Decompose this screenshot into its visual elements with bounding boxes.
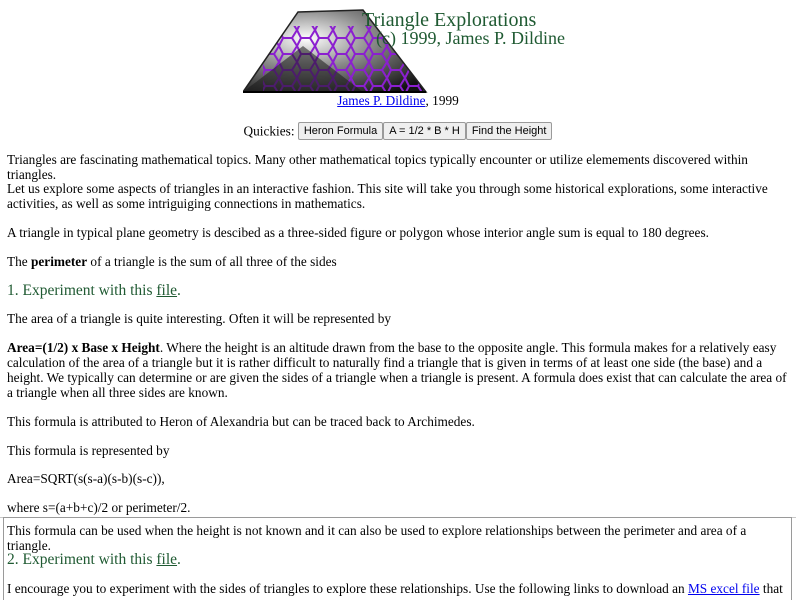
byline (0, 93, 796, 108)
perimeter-post: of a triangle is the sum of all three of the sides (87, 254, 337, 269)
area-intro-paragraph: The area of a triangle is quite interesting. Often it will be represented by (7, 311, 391, 326)
exp2-period: . (177, 551, 181, 568)
logo-title: Triangle Explorations (362, 9, 537, 31)
encourage-paragraph (7, 581, 790, 596)
excel-file-link[interactable]: MS excel file (687, 581, 760, 596)
height-unknown-paragraph: This formula can be used when the height is not known and it can also be used to explore relationships between the perimeter and area of a triangle. (7, 523, 747, 553)
perimeter-pre: The (7, 254, 31, 269)
encourage-post: that (759, 581, 783, 596)
area-formula-text: . Where the height is an altitude drawn from the base to the opposite angle. This formula makes for a relatively easy calculation of the area of a triangle but it is rather difficult to naturally find a triangle that is given in terms of at least one side (the base) and a height. We typically can determine or are given the sides of a triangle when a triangle is present. A formula does exist that can calculate the area of a triangle when all three sides are known. (7, 340, 787, 400)
intro-paragraph: Triangles are fascinating mathematical topics. Many other mathematical topics typically encounter or utilize elemements discovered within triangles. (7, 152, 748, 182)
exp1-period: . (177, 282, 181, 299)
exp1-text: 1. Experiment with this (7, 282, 157, 299)
half-base-height-button[interactable]: A = 1/2 * B * H (383, 122, 466, 140)
author-link[interactable]: James P. Dildine (337, 93, 426, 108)
experiment-2-file-link[interactable]: file (156, 551, 178, 568)
quickies-label: Quickies: (243, 123, 295, 139)
semiperimeter-text: where s=(a+b+c)/2 or perimeter/2. (7, 500, 191, 515)
logo-copyright: (c) 1999, James P. Dildine (376, 28, 565, 48)
heron-formula-text: Area=SQRT(s(s-a)(s-b)(s-c)), (7, 471, 165, 486)
explore-paragraph: Let us explore some aspects of triangles in an interactive fashion. This site will take you through some historical explorations, some interactive activities, as well as some intriguiging connections in mathematics. (7, 181, 768, 211)
definition-paragraph: A triangle in typical plane geometry is descibed as a three-sided figure or polygon whose interior angle sum is equal to 180 degrees. (7, 225, 709, 240)
byline-year: , 1999 (425, 93, 459, 108)
heron-paragraph: This formula is attributed to Heron of Alexandria but can be traced back to Archimedes. (7, 414, 475, 429)
experiment-1-heading (7, 282, 181, 299)
area-formula-paragraph (7, 340, 790, 400)
heron-formula-button[interactable]: Heron Formula (298, 122, 383, 140)
exp2-text: 2. Experiment with this (7, 551, 157, 568)
perimeter-paragraph (7, 254, 790, 269)
quickies-bar (0, 122, 796, 140)
experiment-2-heading (7, 551, 181, 568)
perimeter-term: perimeter (31, 254, 88, 269)
encourage-pre: I encourage you to experiment with the sides of triangles to explore these relationships. Use the following links to download an (7, 581, 688, 596)
area-formula: Area=(1/2) x Base x Height (7, 340, 160, 355)
experiment-1-file-link[interactable]: file (156, 282, 178, 299)
represented-paragraph: This formula is represented by (7, 443, 170, 458)
find-height-button[interactable]: Find the Height (466, 122, 553, 140)
